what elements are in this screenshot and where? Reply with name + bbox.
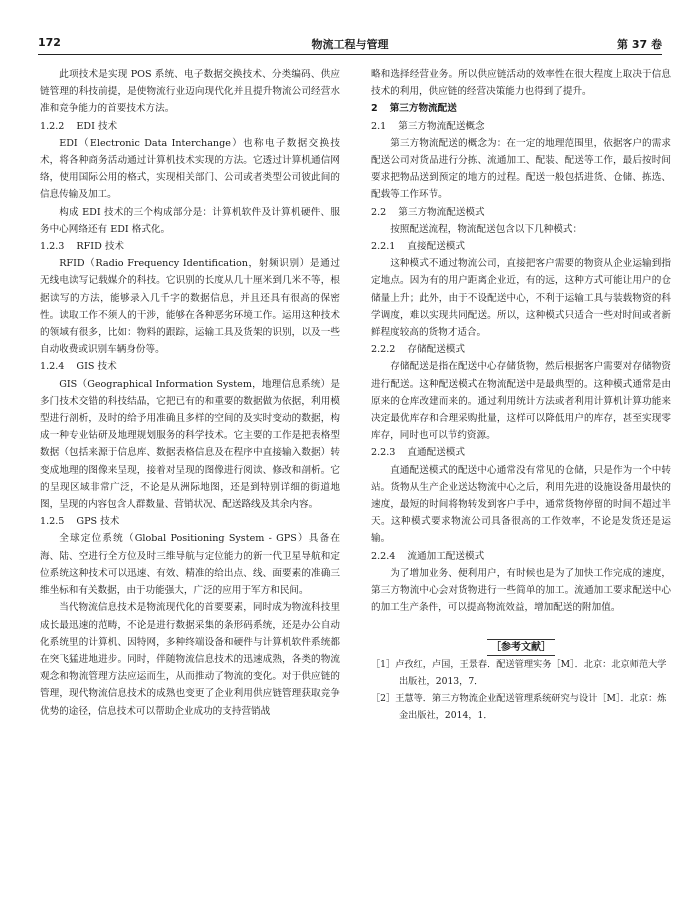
section-heading-2-2-1: 2.2.1 直接配送模式 bbox=[371, 241, 465, 253]
references-heading-box bbox=[371, 639, 671, 656]
section-heading-1-2-5: 1.2.5 GPS 技术 bbox=[40, 516, 120, 528]
page-number: 172 bbox=[38, 36, 61, 49]
paragraph: 全球定位系统（Global Positioning System - GPS）具备在海、陆、空进行全方位及时三维导航与定位能力的新一代卫星导航和定位系统这种技术可以迅速、有效、精准的给出点、线、面要素的准确三维坐标和有关数据，由于功能强大，广泛的应用于军方和民间。 bbox=[40, 533, 340, 597]
section-heading-2-2: 2.2 第三方物流配送模式 bbox=[371, 206, 485, 218]
paragraph: 直通配送模式的配送中心通常没有常见的仓储，只是作为一个中转站。货物从生产企业送达物流中心之后，利用先进的设施设备用最快的速度，最短的时间将物转发到客户手中，通常货物停留的时间不超过半天。这种模式要求物流公司具备很高的工作效率，不论是发货还是运输。 bbox=[371, 464, 671, 545]
page-header bbox=[38, 36, 662, 52]
paragraph: 构成 EDI 技术的三个构成部分是：计算机软件及计算机硬件、服务中心网络还有 EDI 格式化。 bbox=[40, 206, 340, 235]
left-column bbox=[40, 66, 340, 720]
header-rule bbox=[38, 54, 662, 55]
reference-item: ［2］王慧等．第三方物流企业配送管理系统研究与设计［M］．北京：炼金出版社，2014，1． bbox=[371, 692, 667, 721]
paragraph: 为了增加业务、便利用户，有时候也是为了加快工作完成的速度，第三方物流中心会对货物进行一些简单的加工。流通加工要求配送中心的加工生产条件，可以提高物流效益，增加配送的附加值。 bbox=[371, 567, 671, 614]
paragraph: RFID（Radio Frequency Identification，射频识别）是通过无线电读写记载媒介的科技。它识别的长度从几十厘米到几米不等，根据读写的方法，能够录入几千字的数据信息，并且还具有很高的保密性。读取工作不须人的干涉，能够在各种恶劣环境工作。运用这种技术的领域有很多，比如：物料的跟踪，运输工具及货架的识别，以及一些自动收费或识别车辆身份等。 bbox=[40, 258, 340, 356]
paragraph: 第三方物流配送的概念为：在一定的地理范围里，依据客户的需求配送公司对货品进行分拣、流通加工、配装、配送等工作，最后按时间要求把物品送到预定的地方的过程。配送一般包括进货、仓储、拣选、配载等工作环节。 bbox=[371, 137, 671, 201]
paragraph: 当代物流信息技术是物流现代化的首要要素，同时成为物流科技里成长最迅速的范畴，不论是进行数据采集的条形码系统，还是办公自动化系统里的计算机、因特网，多种终端设备和硬件与计算机软件系统都在突飞猛进地进步。同时，伴随物流信息技术的迅速成熟，各类的物流观念和物流管理方法应运而生，从而推动了物流的变化。对于供应链的管理，现代物流信息技术的成熟也变更了企业利用供应链管理获取竞争优势的途径，信息技术可以帮助企业成功的支持营销战 bbox=[40, 602, 340, 717]
section-heading-1-2-4: 1.2.4 GIS 技术 bbox=[40, 361, 117, 373]
right-column bbox=[371, 66, 671, 724]
section-heading-2-2-2: 2.2.2 存储配送模式 bbox=[371, 344, 465, 356]
paragraph: EDI（Electronic Data Interchange）也称电子数据交换技术，将各种商务活动通过计算机技术实现的方法。它透过计算机通信网络，使用国际公用的格式，实现相关部门、公司或者类型公司彼此间的信息传输及加工。 bbox=[40, 137, 340, 201]
references-title: ［参考文献］ bbox=[487, 639, 555, 656]
journal-title: 物流工程与管理 bbox=[311, 38, 389, 51]
volume-label: 第 37 卷 bbox=[617, 38, 662, 51]
reference-item: ［1］卢孜红，卢国，王景春．配送管理实务［M］．北京：北京师范大学出版社，2013，7． bbox=[371, 658, 667, 687]
paragraph: 存储配送是指在配送中心存储货物，然后根据客户需要对存储物资进行配送。这种配送模式在物流配送中是最典型的。这种模式通常是由原来的仓库改建而来的。通过利用统计方法或者利用计算机计算功能来决定最优库存和合理采购批量，这样可以降低用户的库存，甚至实现零库存，同时也可以节约资源。 bbox=[371, 361, 671, 442]
section-heading-2-2-3: 2.2.3 直通配送模式 bbox=[371, 447, 465, 459]
section-heading-1-2-2: 1.2.2 EDI 技术 bbox=[40, 120, 118, 132]
section-heading-2-1: 2.1 第三方物流配送概念 bbox=[371, 120, 485, 132]
paragraph: GIS（Geographical Information System，地理信息系统）是多门技术交错的科技结晶，它把已有的和重要的数据做为依据，利用模型进行剖析，及时的给予用准确且多样的空间的及实时变动的数据，构成一种专业钻研及地理规划服务的科学技术。它主要的工作是把表格型数据（包括来源于信息库、数据表格信息及在程序中直接输入数据）转变成地理的图像来呈现，接着对呈现的图像进行阅读、修改和剖析。它的呈现区域非常广泛，不论是从洲际地图，还是到特别详细的街道地图，呈现的内容包含人群数量、营销状况、配送路线及其余内容。 bbox=[40, 378, 340, 511]
section-heading-1-2-3: 1.2.3 RFID 技术 bbox=[40, 241, 125, 253]
paragraph: 此项技术是实现 POS 系统、电子数据交换技术、分类编码、供应链管理的科技前提，是使物流行业迈向现代化并且提升物流公司经营水准和竞争能力的首要技术方法。 bbox=[40, 69, 340, 115]
section-heading-2-2-4: 2.2.4 流通加工配送模式 bbox=[371, 550, 485, 562]
section-heading-2: 2 第三方物流配送 bbox=[371, 103, 457, 115]
paragraph: 按照配送流程，物流配送包含以下几种模式： bbox=[390, 223, 583, 235]
paragraph: 这种模式不通过物流公司，直接把客户需要的物资从企业运输到指定地点。因为有的用户距离企业近，有的远，这种方式可能让用户的仓储量上升；此外，由于不设配送中心，不利于运输工具与装载物资的科学调度，难以实现共同配送。所以，这种模式只适合一些对时间或者新鲜程度较高的货物才适合。 bbox=[371, 258, 671, 339]
paragraph: 略和选择经营业务。所以供应链活动的效率性在很大程度上取决于信息技术的利用，供应链的经营决策能力也得到了提升。 bbox=[371, 69, 671, 98]
